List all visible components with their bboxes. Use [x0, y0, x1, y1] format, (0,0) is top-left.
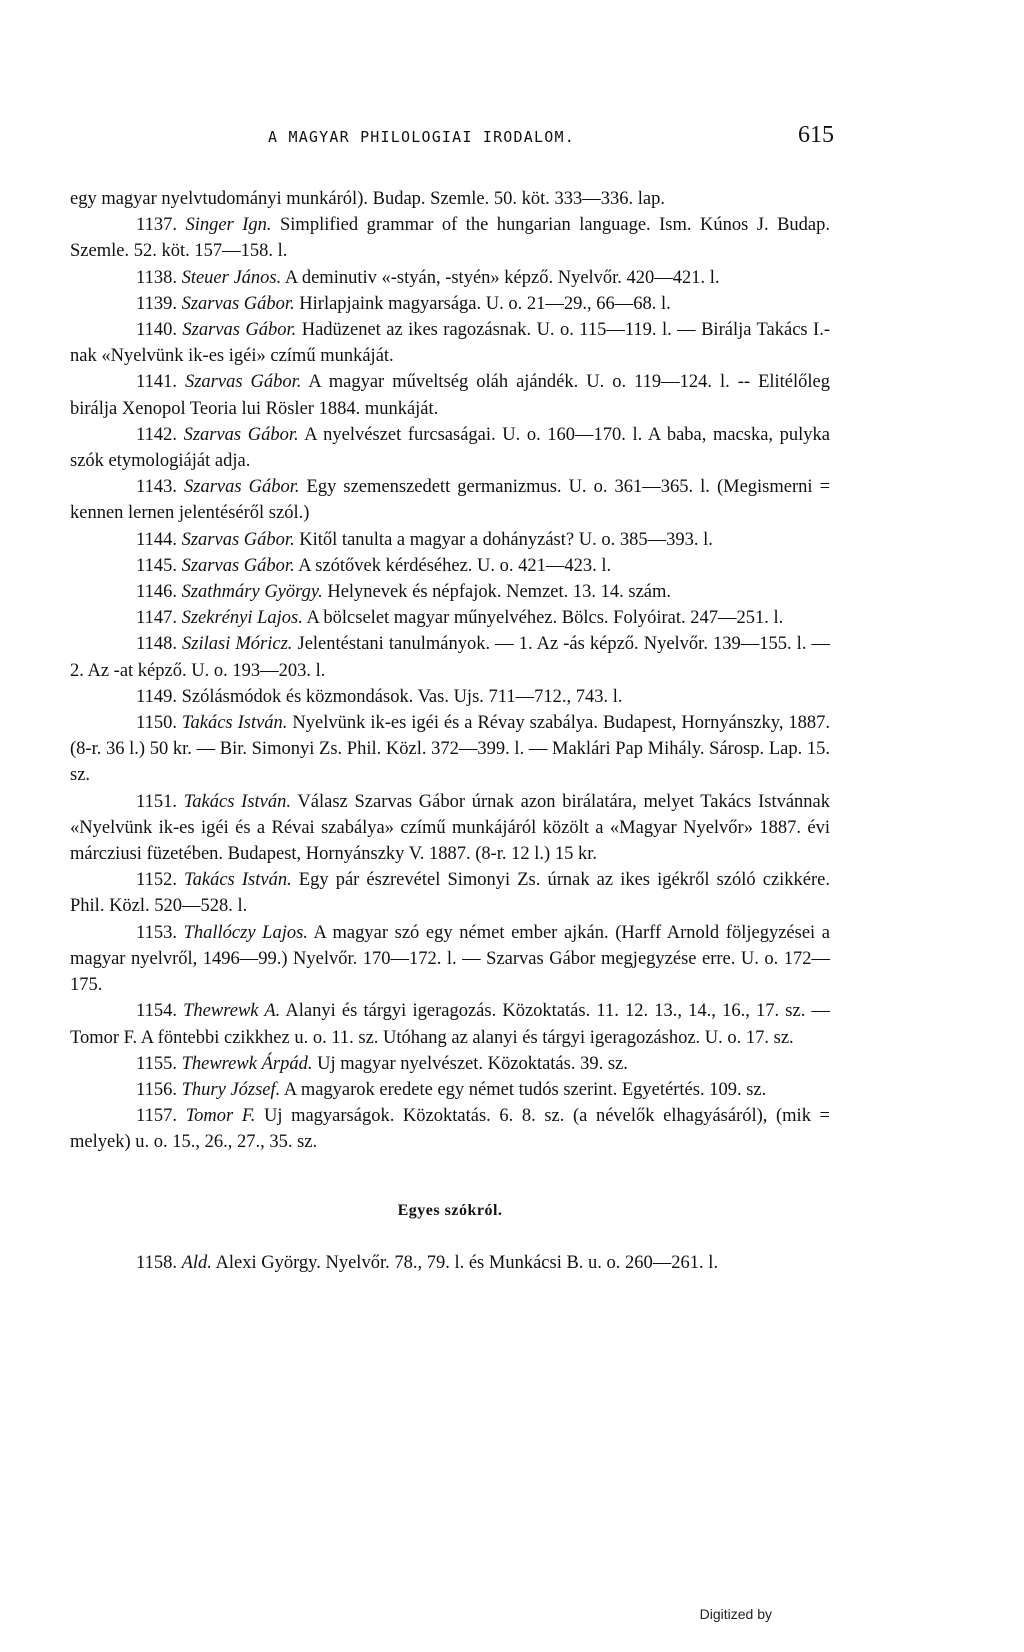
- entry-number: 1151.: [136, 791, 177, 812]
- entry-text: egy magyar nyelvtudományi munkáról). Budap. Szemle. 50. köt. 333—336. lap.: [70, 189, 665, 209]
- bibliography-entry: [70, 527, 830, 553]
- entry-author: Thewrewk Árpád.: [181, 1053, 313, 1074]
- entry-number: 1144.: [136, 529, 177, 550]
- entry-number: 1140.: [136, 320, 177, 341]
- entry-author: Thury József.: [181, 1079, 281, 1100]
- bibliography-entry: [70, 1250, 830, 1276]
- bibliography-entry: [70, 474, 830, 526]
- entry-number: 1146.: [136, 582, 177, 603]
- entry-text: Jelentéstani tanulmányok. — 1. Az -ás képző. Nyelvőr. 139—155. l. — 2. Az -at képző. U. o. 193—203. l.: [70, 634, 831, 681]
- entry-number: 1154.: [136, 1001, 177, 1022]
- entry-author: Thallóczy Lajos.: [183, 922, 308, 943]
- entry-number: 1155.: [136, 1053, 177, 1074]
- entry-number: 1158.: [136, 1252, 177, 1273]
- bibliography-entry: [70, 212, 830, 264]
- entry-text: A magyar szó egy német ember ajkán. (Harff Arnold följegyzései a magyar nyelvről, 1496—99.) Nyelvőr. 170—172. l. — Szarvas Gábor megjegyzése erre. U. o. 172—175.: [70, 922, 831, 996]
- entry-number: 1152.: [136, 870, 177, 891]
- entry-text: Simplified grammar of the hungarian language. Ism. Kúnos J. Budap. Szemle. 52. köt. 157—158. l.: [70, 215, 831, 262]
- entry-text: Kitől tanulta a magyar a dohányzást? U. o. 385—393. l.: [299, 529, 713, 550]
- page-number: 615: [798, 122, 834, 148]
- entry-author: Szarvas Gábor.: [182, 320, 297, 341]
- bibliography-entry: [70, 579, 830, 605]
- entry-number: 1147.: [136, 608, 177, 629]
- entry-text: Szólásmódok és közmondások. Vas. Ujs. 711—712., 743. l.: [181, 686, 623, 707]
- entry-text: Nyelvünk ik-es igéi és a Révay szabálya. Budapest, Hornyánszky, 1887. (8-r. 36 l.) 50 kr. — Bir. Simonyi Zs. Phil. Közl. 372—399. l. — Maklári Pap Mihály. Sárosp. Lap. 15. sz.: [70, 713, 831, 786]
- entry-author: Takács István.: [184, 870, 292, 891]
- entry-text: A magyarok eredete egy német tudós szerint. Egyetértés. 109. sz.: [283, 1079, 767, 1100]
- bibliography-entry: [70, 553, 830, 579]
- entry-author: Steuer János.: [181, 267, 282, 288]
- bibliography-entry: [70, 1103, 830, 1155]
- entry-number: 1143.: [136, 477, 177, 498]
- entry-author: Szarvas Gábor.: [181, 293, 295, 314]
- entry-author: Szarvas Gábor.: [184, 477, 300, 498]
- bibliography-entry: [70, 1077, 830, 1103]
- bibliography-entry: [70, 710, 830, 789]
- bibliography-list: [70, 186, 830, 1156]
- bibliography-entry: [70, 317, 830, 369]
- entry-number: 1157.: [136, 1106, 177, 1127]
- entry-number: 1142.: [136, 424, 177, 445]
- bibliography-entry: [70, 605, 830, 631]
- bibliography-entry: [70, 291, 830, 317]
- entry-text: Helynevek és népfajok. Nemzet. 13. 14. szám.: [327, 582, 672, 603]
- page-body: [70, 186, 830, 1276]
- entry-author: Szarvas Gábor.: [183, 424, 299, 445]
- entry-text: A magyar műveltség oláh ajándék. U. o. 119—124. l. -- Elitélőleg birálja Xenopol Teoria lui Rösler 1884. munkáját.: [70, 372, 831, 419]
- entry-text: Uj magyar nyelvészet. Közoktatás. 39. sz.: [317, 1053, 628, 1074]
- entry-number: 1156.: [136, 1079, 177, 1100]
- entry-number: 1137.: [136, 215, 177, 236]
- entry-text: Hadüzenet az ikes ragozásnak. U. o. 115—119. l. — Birálja Takács I.-nak «Nyelvünk ik-es igéi» czímű munkáját.: [70, 320, 830, 367]
- bibliography-entry: [70, 1051, 830, 1077]
- entry-author: Szekrényi Lajos.: [181, 608, 303, 629]
- page-header: [70, 122, 834, 152]
- entry-text: A nyelvészet furcsaságai. U. o. 160—170. l. A baba, macska, pulyka szók etymologiáját adja.: [70, 424, 831, 472]
- entry-author: Szarvas Gábor.: [181, 555, 295, 576]
- entry-text: A bölcselet magyar műnyelvéhez. Bölcs. Folyóirat. 247—251. l.: [306, 608, 784, 629]
- entry-text: A deminutiv «-styán, -styén» képző. Nyelvőr. 420—421. l.: [284, 267, 720, 288]
- entry-text: Alanyi és tárgyi igeragozás. Közoktatás. 11. 12. 13., 14., 16., 17. sz. — Tomor F. A föntebbi czikkhez u. o. 11. sz. Utóhang az alanyi és tárgyi igeragozáshoz. U. o. 17. sz.: [70, 1001, 831, 1048]
- entry-author: Singer Ign.: [185, 215, 272, 236]
- entry-text: Válasz Szarvas Gábor úrnak azon birálatára, melyet Takács Istvánnak «Nyelvünk ik-es igéi és a Révai szabálya» czímű munkájáról közölt a «Magyar Nyelvőr» 1887. évi márcziusi füzetében. Budapest, Hornyánszky V. 1887. (8-r. 12 l.) 15 kr.: [70, 791, 831, 865]
- entry-author: Takács István.: [181, 713, 288, 734]
- bibliography-list-words: [70, 1250, 830, 1276]
- bibliography-entry: [70, 265, 830, 291]
- entry-number: 1153.: [136, 922, 177, 943]
- entry-author: Szarvas Gábor.: [181, 529, 295, 550]
- entry-number: 1148.: [136, 634, 177, 655]
- entry-number: 1141.: [136, 372, 177, 393]
- bibliography-entry: [70, 684, 830, 710]
- entry-number: 1149.: [136, 686, 177, 707]
- entry-number: 1145.: [136, 555, 177, 576]
- entry-author: Szathmáry György.: [181, 582, 323, 603]
- entry-text: Alexi György. Nyelvőr. 78., 79. l. és Munkácsi B. u. o. 260—261. l.: [215, 1252, 719, 1273]
- bibliography-entry: [70, 369, 830, 421]
- bibliography-entry: [70, 631, 830, 683]
- entry-number: 1138.: [136, 267, 177, 288]
- entry-text: Egy pár észrevétel Simonyi Zs. úrnak az ikes igékről szóló czikkére. Phil. Közl. 520—528. l.: [70, 870, 830, 917]
- entry-author: Szilasi Móricz.: [182, 634, 293, 655]
- entry-number: 1139.: [136, 293, 177, 314]
- entry-text: Hirlapjaink magyarsága. U. o. 21—29., 66—68. l.: [299, 293, 671, 314]
- entry-author: Ald.: [181, 1252, 212, 1273]
- entry-text: Egy szemenszedett germanizmus. U. o. 361—365. l. (Megismerni = kennen lernen jelentéséről szól.): [70, 477, 831, 524]
- digitized-by-note: Digitized by: [699, 1606, 772, 1622]
- bibliography-entry: [70, 998, 830, 1050]
- entry-number: 1150.: [136, 713, 177, 734]
- entry-text: Uj magyarságok. Közoktatás. 6. 8. sz. (a névelők elhagyásáról), (mik = melyek) u. o. 15., 26., 27., 35. sz.: [70, 1106, 830, 1153]
- running-title: A MAGYAR PHILOLOGIAI IRODALOM.: [268, 128, 575, 146]
- bibliography-entry: [70, 789, 830, 868]
- entry-author: Tomor F.: [185, 1106, 256, 1127]
- bibliography-entry: [70, 920, 830, 999]
- entry-text: A szótővek kérdéséhez. U. o. 421—423. l.: [298, 555, 612, 576]
- bibliography-entry: [70, 867, 830, 919]
- bibliography-entry: [70, 186, 830, 212]
- section-heading: Egyes szókról.: [397, 1201, 503, 1219]
- entry-author: Szarvas Gábor.: [184, 372, 302, 393]
- entry-author: Thewrewk A.: [183, 1001, 281, 1022]
- entry-author: Takács István.: [183, 791, 291, 812]
- bibliography-entry: [70, 422, 830, 474]
